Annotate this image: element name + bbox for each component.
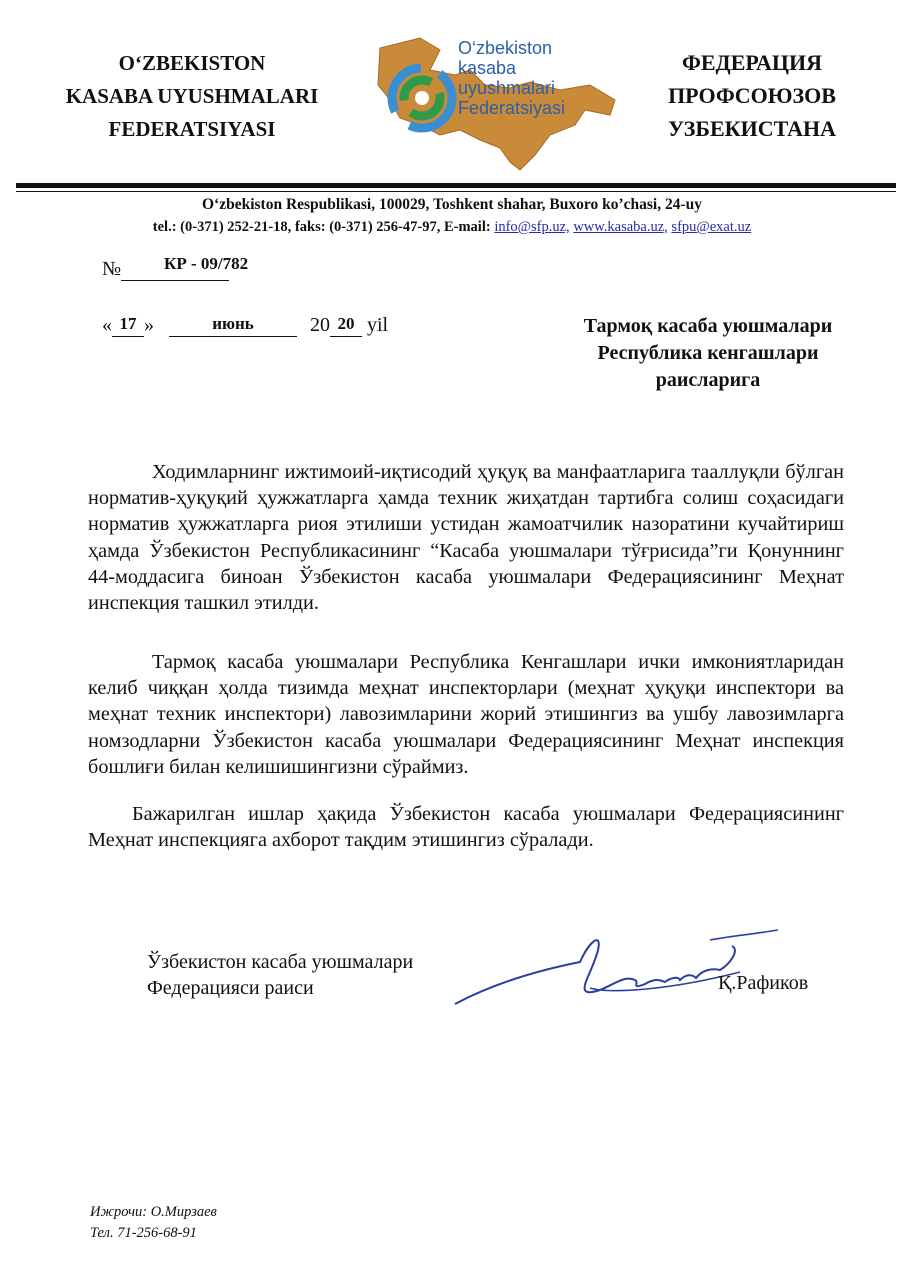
logo-center xyxy=(415,91,429,105)
email-label: E-mail: xyxy=(443,219,491,235)
logo-text-line: O‘zbekiston xyxy=(458,38,553,58)
body-paragraph-1: Ходимларнинг ижтимоий-иқтисодий ҳуқуқ ва манфаатларига тааллуқли бўлган норматив-ҳуқуқий ҳужжатларга ҳамда техник жиҳатдан тартибга солиш соҳасидаги норматив ҳужжатларга риоя этилиши устидан жамоатчилик назоратини кучайтириш ҳамда Ўзбекистон Республикасининг “Касаба уюшмалари тўғрисида”ги Қонуннинг 44-моддасига биноан Ўзбекистон касаба уюшмалари Федерациясининг Меҳнат инспекция ташкил этилди. xyxy=(88,461,844,615)
website-link[interactable]: www.kasaba.uz, xyxy=(573,219,668,235)
date-quote-close: » xyxy=(144,314,154,336)
recipient-line: раисларига xyxy=(655,369,761,391)
logo-text-line: kasaba xyxy=(458,58,517,78)
email-link-info[interactable]: info@sfp.uz, xyxy=(494,219,570,235)
body-paragraph-2: Тармоқ касаба уюшмалари Республика Кенгашлари ички имкониятларидан келиб чиққан ҳолда тизимда меҳнат инспекторлари (меҳнат ҳуқуқи инспектори ва меҳнат техник инспектори) лавозимларини жорий этишингиз ва ушбу лавозимларга номзодларни Ўзбекистон касаба уюшмалари Федерациясининг Меҳнат инспекция бошлиғи билан келишишингизни сўраймиз. xyxy=(88,651,844,778)
fax-value: (0-371) 256-47-97, xyxy=(329,219,441,235)
document-date xyxy=(102,314,388,337)
org-name-line: УЗБЕКИСТАНА xyxy=(667,116,837,141)
date-month: июнь xyxy=(169,314,297,337)
signatory-name: Қ.Рафиков xyxy=(718,972,809,994)
date-quote-open: « xyxy=(102,314,112,336)
executor-phone: Тел. 71-256-68-91 xyxy=(90,1225,197,1241)
header-divider-thick xyxy=(16,183,896,188)
postal-address: O‘zbekiston Respublikasi, 100029, Toshkent shahar, Buxoro ko’chasi, 24-uy xyxy=(201,196,702,213)
federation-logo xyxy=(360,30,625,180)
fax-label: faks: xyxy=(294,219,326,235)
signatory-title-line: Ўзбекистон касаба уюшмалари xyxy=(147,951,414,973)
tel-label: tel.: xyxy=(152,219,177,235)
date-year-word: yil xyxy=(367,314,389,336)
executor-name: Ижрочи: О.Мирзаев xyxy=(90,1204,217,1220)
logo-text-line: uyushmalari xyxy=(458,78,556,98)
org-name-russian xyxy=(602,46,902,145)
executor-info xyxy=(90,1202,217,1244)
document-number xyxy=(102,254,249,281)
date-day: 17 xyxy=(112,314,144,337)
date-year-suffix: 20 xyxy=(330,314,362,337)
date-year-prefix: 20 xyxy=(310,314,330,336)
org-name-line: FEDERATSIYASI xyxy=(108,117,276,141)
signatory-title-line: Федерацияси раиси xyxy=(147,977,314,999)
org-name-line: O‘ZBEKISTON xyxy=(118,51,266,75)
handwritten-signature xyxy=(440,920,780,1010)
number-sign: № xyxy=(102,258,122,280)
number-value: КР - 09/782 xyxy=(164,254,249,273)
logo-text-line: Federatsiyasi xyxy=(458,98,566,118)
signatory-title xyxy=(147,949,413,1001)
org-name-uzbek xyxy=(42,47,342,146)
org-name-line: KASABA UYUSHMALARI xyxy=(65,84,319,108)
recipient-line: Республика кенгашлари xyxy=(597,342,819,364)
org-name-line: ПРОФСОЮЗОВ xyxy=(668,83,836,108)
contact-line xyxy=(0,219,904,236)
header-divider-thin xyxy=(16,191,896,192)
logo-graphic xyxy=(360,30,625,180)
recipient-line: Тармоқ касаба уюшмалари xyxy=(583,315,833,337)
tel-value: (0-371) 252-21-18, xyxy=(180,219,292,235)
org-name-line: ФЕДЕРАЦИЯ xyxy=(681,50,822,75)
recipient-block xyxy=(508,313,904,394)
email-link-sfpu[interactable]: sfpu@exat.uz xyxy=(671,219,752,235)
body-paragraph-3: Бажарилган ишлар ҳақида Ўзбекистон касаба уюшмалари Федерациясининг Меҳнат инспекцияга ахборот тақдим этишингиз сўралади. xyxy=(88,803,844,852)
